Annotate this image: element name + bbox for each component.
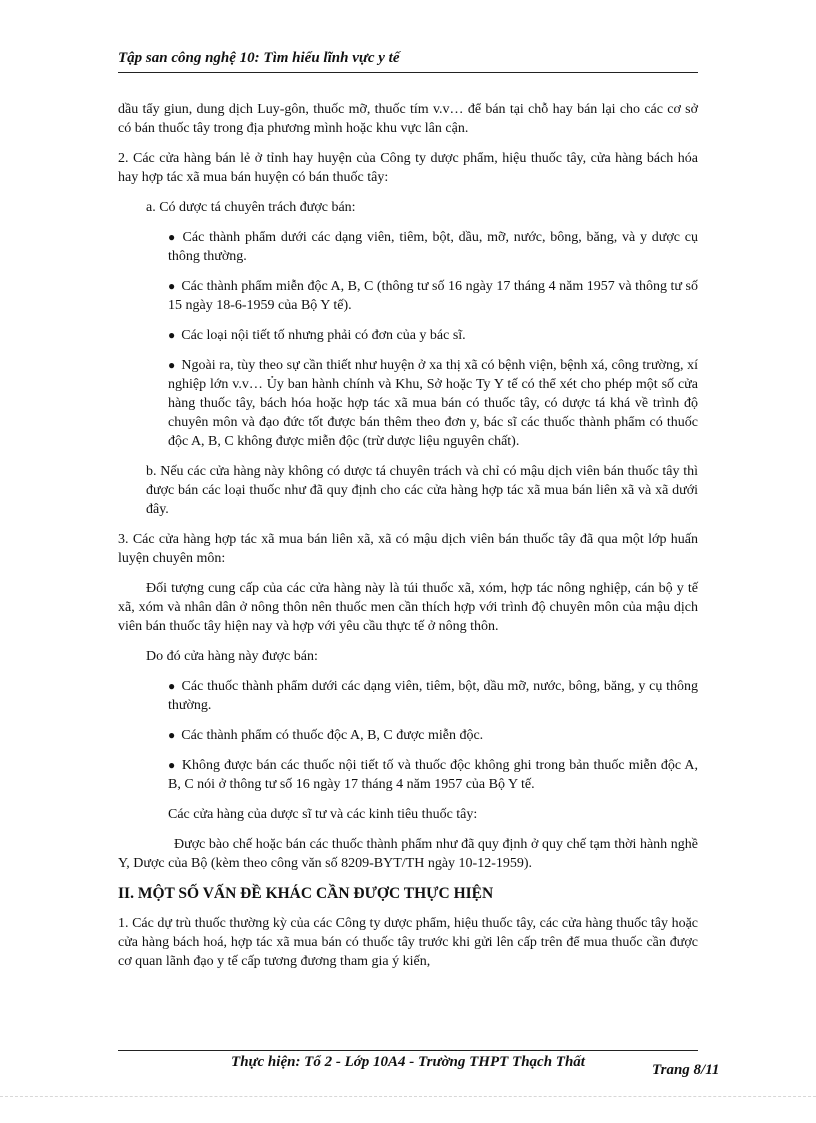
paragraph <box>118 835 698 873</box>
bullet-text: Các thuốc thành phẩm dưới các dạng viên, tiêm, bột, dầu mỡ, nước, bông, băng, y cụ thông thường. <box>168 679 699 713</box>
subitem-a: a. Có dược tá chuyên trách được bán: <box>146 200 356 215</box>
bullet-text: Các thành phẩm dưới các dạng viên, tiêm, bột, dầu, mỡ, nước, bông, băng, và y dược cụ thông thường. <box>168 230 698 264</box>
bullet-item <box>118 277 698 315</box>
bullet-item <box>118 756 698 794</box>
subitem-b: b. Nếu các cửa hàng này không có dược tá chuyên trách và chỉ có mậu dịch viên bán thuốc tây thì được bán các loại thuốc như đã quy định cho các cửa hàng hợp tác xã mua bán liên xã và xã dưới đây. <box>146 464 698 517</box>
bullet-icon: ● <box>168 279 176 293</box>
bullet-icon: ● <box>168 358 176 372</box>
bullet-item <box>118 726 698 745</box>
paragraph: dầu tẩy giun, dung dịch Luy-gôn, thuốc mỡ, thuốc tím v.v… để bán tại chỗ hay bán lại cho các cơ sở có bán thuốc tây trong địa phương mình hoặc khu vực lân cận. <box>118 102 698 136</box>
bullet-text: Các thành phẩm miễn độc A, B, C (thông tư số 16 ngày 17 tháng 4 năm 1957 và thông tư số 15 ngày 18-6-1959 của Bộ Y tế). <box>168 279 699 313</box>
bullet-text: Không được bán các thuốc nội tiết tố và thuốc độc không ghi trong bản thuốc miễn độc A, B, C nói ở thông tư số 16 ngày 17 tháng 4 năm 1957 của Bộ Y tế. <box>168 758 698 792</box>
paragraph: Các cửa hàng của dược sĩ tư và các kinh tiêu thuốc tây: <box>168 807 478 822</box>
paragraph-item-2: 2. Các cửa hàng bán lẻ ở tỉnh hay huyện của Công ty dược phẩm, hiệu thuốc tây, cửa hàng bách hóa hay hợp tác xã mua bán huyện có bán thuốc tây: <box>118 151 698 185</box>
footer-text: Thực hiện: Tổ 2 - Lớp 10A4 - Trường THPT Thạch Thất <box>231 1054 585 1070</box>
header-rule <box>118 72 698 73</box>
paragraph-item-1: 1. Các dự trù thuốc thường kỳ của các Công ty dược phẩm, hiệu thuốc tây, các cửa hàng thuốc tây hoặc cửa hàng bách hoá, hợp tác xã mua bán có thuốc tây trước khi gửi lên cấp trên để mua thuốc cần được cơ quan lãnh đạo y tế cấp tương đương tham gia ý kiến, <box>118 916 698 969</box>
bullet-item <box>118 356 698 451</box>
bullet-icon: ● <box>168 728 176 742</box>
bullet-item <box>118 326 698 345</box>
bullet-icon: ● <box>168 758 176 772</box>
bullet-icon: ● <box>168 230 177 244</box>
paragraph-text: Được bào chế hoặc bán các thuốc thành phẩm như đã quy định ở quy chế tạm thời hành nghề Y, Dược của Bộ (kèm theo công văn số 8209-BYT/TH ngày 10-12-1959). <box>118 837 698 871</box>
bullet-text: Các thành phẩm có thuốc độc A, B, C được miễn độc. <box>181 728 484 743</box>
page-header-title: Tập san công nghệ 10: Tìm hiểu lĩnh vực y tế <box>118 50 400 66</box>
paragraph-text: Đối tượng cung cấp của các cửa hàng này là túi thuốc xã, xóm, hợp tác nông nghiệp, cán bộ y tế xã, xóm và nhân dân ở nông thôn nên thuốc men cần thích hợp với trình độ chuyên môn của mậu dịch viên bán thuốc tây hiện nay và hợp với yêu cầu thực tế ở nông thôn. <box>118 581 698 634</box>
paragraph <box>118 579 698 636</box>
bullet-item <box>118 677 698 715</box>
page-number: Trang 8/11 <box>652 1062 720 1078</box>
section-heading: II. MỘT SỐ VẤN ĐỀ KHÁC CẦN ĐƯỢC THỰC HIỆN <box>118 885 494 902</box>
page-break-line <box>0 1096 816 1097</box>
bullet-icon: ● <box>168 679 176 693</box>
bullet-icon: ● <box>168 328 176 342</box>
bullet-text: Ngoài ra, tùy theo sự cần thiết như huyện ở xa thị xã có bệnh viện, bệnh xá, công trường, xí nghiệp lớn v.v… Ủy ban hành chính và Khu, Sở hoặc Ty Y tế có thể xét cho phép một số cửa hàng thuốc tây, bách hóa hoặc hợp tác xã mua bán có thuốc tây, có dược tá khá về trình độ chuyên môn và đạo đức tốt được bán thêm theo đơn y, bác sĩ các thuốc thành phẩm có thuốc độc A, B, C không được miễn độc (trừ dược liệu nguyên chất). <box>168 358 698 449</box>
bullet-text: Các loại nội tiết tố nhưng phải có đơn của y bác sĩ. <box>181 328 466 343</box>
paragraph-item-3: 3. Các cửa hàng hợp tác xã mua bán liên xã, xã có mậu dịch viên bán thuốc tây đã qua một lớp huấn luyện chuyên môn: <box>118 532 698 566</box>
footer-rule <box>118 1050 698 1051</box>
document-body <box>118 100 698 982</box>
bullet-item <box>118 228 698 266</box>
paragraph: Do đó cửa hàng này được bán: <box>146 649 318 664</box>
